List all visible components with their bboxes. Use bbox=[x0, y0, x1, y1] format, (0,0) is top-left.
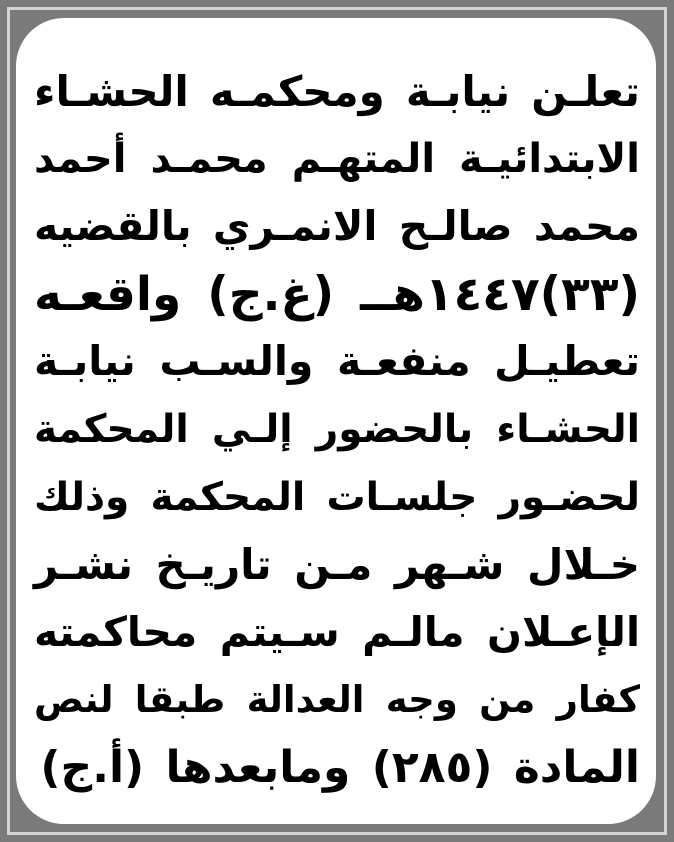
notice-line-8: خـلال شـهر مـن تاريـخ نشـر bbox=[34, 540, 640, 590]
notice-line-10: كفار من وجه العدالة طبقا لنص bbox=[34, 678, 640, 722]
notice-line-9: الإعـلان مالـم سـيتم محاكمته bbox=[34, 607, 640, 656]
notice-line-11: المادة (٢٨٥) ومابعدها (أ.ج) bbox=[40, 741, 640, 793]
announcement-text bbox=[34, 58, 640, 802]
notice-line-2: الابتدائيـة المتهـم محمـد أحمد bbox=[34, 135, 640, 182]
notice-line-1: تعلـن نيابـة ومحكمـه الحشـاء bbox=[34, 67, 640, 116]
notice-line-6: الحشـاء بالحضور إلـي المحكمة bbox=[34, 406, 640, 452]
notice-line-7: لحضـور جلسـات المحكمة وذلك bbox=[34, 474, 640, 520]
notice-line-3: محمد صالـح الانمـري بالقضيه bbox=[34, 202, 640, 251]
notice-line-4: (٣٣)١٤٤٧هــ (غ.ج) واقعـه bbox=[34, 266, 640, 322]
notice-line-5: تعطيـل منفعـة والسـب نيابـة bbox=[34, 337, 640, 386]
